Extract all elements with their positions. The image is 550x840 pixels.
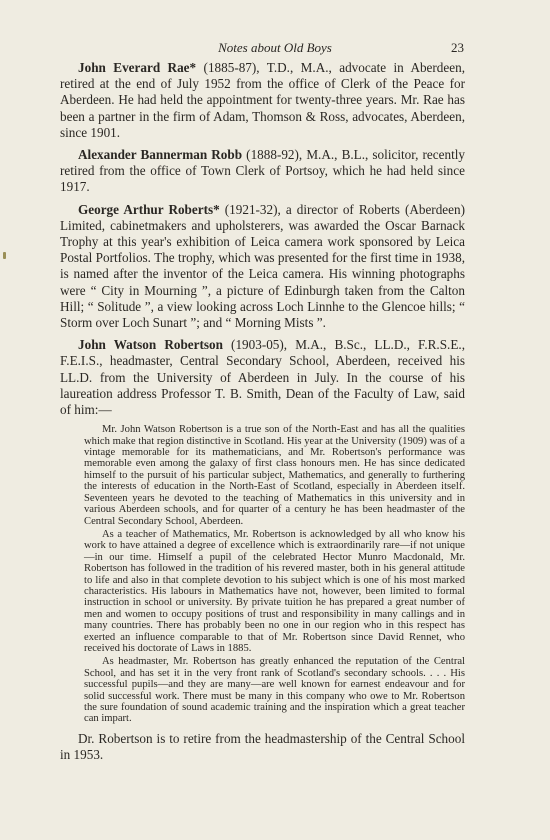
quote-paragraph: As headmaster, Mr. Robertson has greatly enhanced the reputation of the Central School, and has set it in the very front rank of Scotland's secondary schools. . . . His successful pupils—and they are many—are well known for earnest endeavour and for solid successful work. There must be many in this company who owe to Mr. Robertson the sure foundation of sound academic training and the inspiration which a great teacher can impart.	[84, 656, 465, 725]
entry-text: (1921-32), a director of Roberts (Aberdeen) Limited, cabinetmakers and upholsterers, was awarded the Oscar Barnack Trophy at this year's exhibition of Leica camera work sponsored by Leica Postal Portfolios. The trophy, which was presented for the first time in 1938, is named after the inventor of the Leica camera. His winning photographs were “ City in Mourning ”, a picture of Edinburgh taken from the Calton Hill; “ Solitude ”, a view looking across Loch Linnhe to the Glencoe hills; “ Storm over Loch Sunart ”; and “ Morning Mists ”.	[60, 201, 465, 331]
quote-paragraph: Mr. John Watson Robertson is a true son of the North-East and has all the qualities which make that region distinctive in Scotland. His year at the University (1909) was of a vintage memorable for its mathematicians, and Mr. Robertson's performance was memorable even among the galaxy of first class honours men. He has since dedicated himself to the pursuit of his particular subject, Mathematics, and generally to furthering the interests of education in the North-East of Scotland, especially in Aberdeen itself. Seventeen years he devoted to the teaching of Mathematics in this university and in various Aberdeen schools, and for quarter of a century he has been headmaster of the Central Secondary School, Aberdeen.	[84, 424, 465, 527]
entry-text: (1888-92), M.A., B.L., solicitor, recently retired from the office of Town Clerk of Portsoy, which he had held since 1917.	[60, 147, 465, 195]
entry-roberts	[60, 202, 465, 332]
running-head	[0, 40, 550, 56]
entry-text: (1885-87), T.D., M.A., advocate in Aberdeen, retired at the end of July 1952 from the office of Clerk of the Peace for Aberdeen. He had held the appointment for twenty-three years. Mr. Rae has been a partner in the firm of Adam, Thomson & Ross, advocates, Aberdeen, since 1901.	[60, 60, 465, 140]
page-number: 23	[451, 40, 464, 55]
entry-robb	[60, 147, 465, 196]
closing-paragraph: Dr. Robertson is to retire from the headmastership of the Central School in 1953.	[60, 730, 465, 763]
laureation-quote	[60, 424, 465, 725]
entry-name: John Watson Robertson	[78, 337, 223, 353]
running-head-title: Notes about Old Boys	[218, 40, 332, 55]
entry-name: John Everard Rae*	[78, 60, 197, 75]
entry-robertson	[60, 337, 465, 418]
body-text	[60, 60, 465, 769]
entry-name: George Arthur Roberts*	[78, 201, 220, 217]
entry-text: (1903-05), M.A., B.Sc., LL.D., F.R.S.E., F.E.I.S., headmaster, Central Secondary School, Aberdeen, received his LL.D. from the University of Aberdeen in July. In the course of his laureation address Professor T. B. Smith, Dean of the Faculty of Law, said of him:—	[60, 337, 465, 418]
margin-mark	[3, 252, 6, 259]
entry-rae	[60, 60, 465, 141]
quote-paragraph: As a teacher of Mathematics, Mr. Robertson is acknowledged by all who know his work to have attained a degree of excellence which is extraordinarily rare—if not unique—in our time. Himself a pupil of the celebrated Hector Munro Macdonald, Mr. Robertson has followed in the tradition of his revered master, both in his general attitude to life and also in that complete devotion to his subject which is one of his most marked characteristics. His labours in Mathematics have not, however, been limited to formal instruction in school or university. By private tuition he has prepared a great number of men and women to occupy positions of trust and responsibility in many callings and in many countries. There has probably been no one in our region who in this respect has exerted an influence comparable to that of Mr. Robertson since David Rennet, who received his doctorate of Laws in 1885.	[84, 528, 465, 654]
entry-name: Alexander Bannerman Robb	[78, 147, 243, 163]
